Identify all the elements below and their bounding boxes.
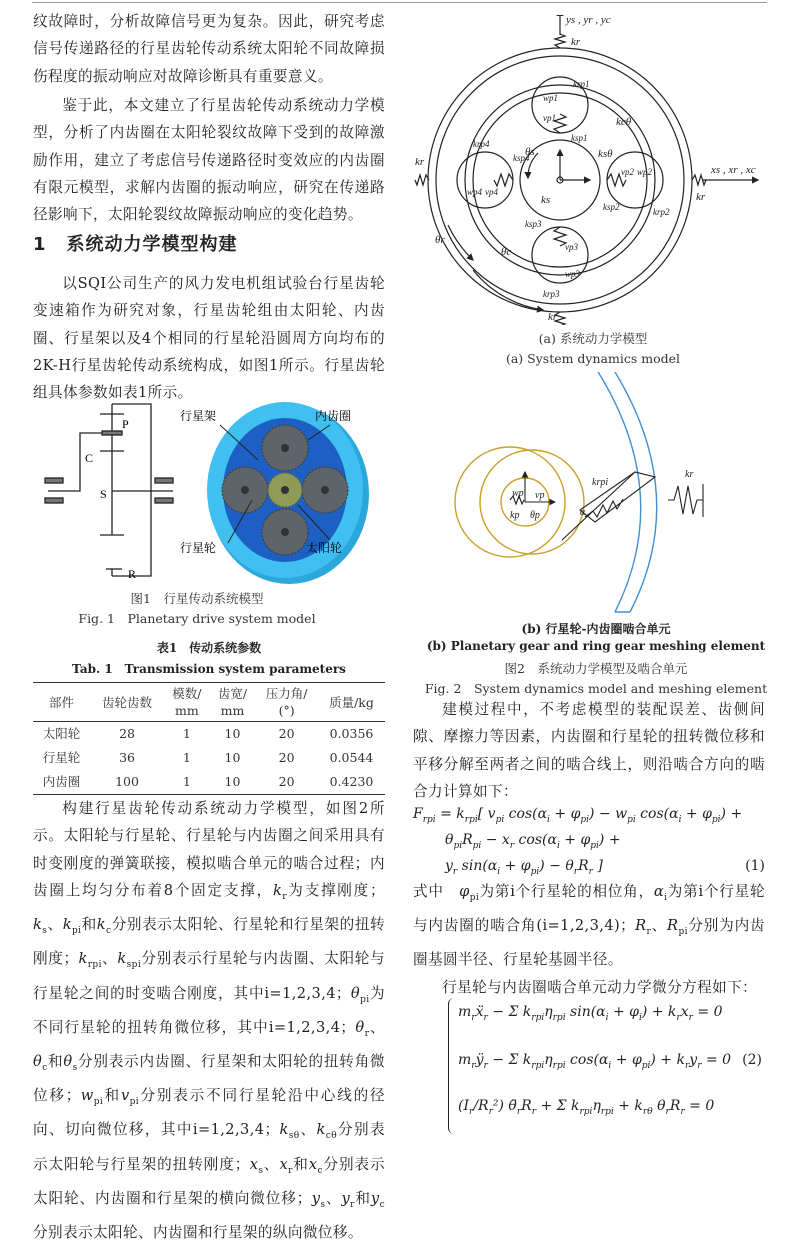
table-cell: 1 [182, 726, 191, 741]
page-header-rule [32, 2, 767, 3]
header-cell: 模数/ mm [164, 683, 210, 722]
label-carrier: 行星架 [180, 409, 217, 423]
mesh-spring [585, 499, 623, 517]
schematic-diagram [45, 404, 173, 576]
paragraph-assumption: 建模过程中，不考虑模型的装配误差、齿侧间隙、摩擦力等因素，内齿圈和行星轮的扭转微位移和平移分解至两者之间的啮合线上，则沿啮合方向的啮合力计算如下： [413, 701, 765, 800]
system-dynamics-diagram [413, 15, 773, 325]
paragraph-purpose: 鉴于此，本文建立了行星齿轮传动系统动力学模型，分析了内齿圈在太阳轮裂纹故障下受到的故障激励作用，建立了考虑信号传递路径时变效应的内齿圈有限元模型，求解内齿圈的振动响应，研究在传递路径影响下，太阳轮裂纹故障振动响应的变化趋势。 [33, 97, 385, 224]
kr-left: kr [415, 156, 425, 168]
label-ring: 内齿圈 [315, 409, 352, 423]
support-spring-left [415, 175, 429, 185]
figure-2a-caption-cn: (a) 系统动力学模型 [538, 331, 648, 346]
table-cell: 100 [90, 770, 164, 795]
wp4-label: wp4 [467, 187, 483, 197]
ks-label: ks [541, 194, 551, 206]
k-c-theta-label: kcθ [616, 116, 632, 128]
support-spring [668, 484, 703, 517]
equation-2-line-1: $m_rẍ_r - \Sigma$ $k_{rpi}\eta_{rpi}$ $\sin(\alpha_i + \varphi_i) + k_rx_r = 0$ [458, 1004, 723, 1023]
theta-r-label: θr [435, 234, 445, 246]
section-number: 1 [33, 234, 47, 255]
alpha-label: α [580, 507, 586, 518]
parameter-table [33, 682, 385, 795]
gearbox-render [207, 402, 369, 584]
table-cell: 10 [210, 770, 256, 795]
paragraph-setup: 以SQI公司生产的风力发电机组试验台行星齿轮变速箱作为研究对象，行星齿轮组由太阳轮、内齿圈、行星架以及4个相同的行星轮沿圆周方向均布的2K-H行星齿轮传动系统构成，如图1所示。行星齿轮组具体参数如表1所示。 [33, 275, 385, 402]
theta-s-label: θs [525, 146, 535, 158]
table-cell: 28 [119, 726, 135, 741]
header-cell: 齿宽/ mm [210, 683, 256, 722]
label-R: R [128, 567, 137, 581]
wp2-label: wp2 [637, 167, 653, 177]
equation-2-number: (2) [742, 1052, 762, 1068]
vp2-label: vp2 [621, 167, 634, 177]
paragraph-where: 式中 $\varphi_{pi}$为第i个行星轮的相位角，$\alpha_i$为第i个行星轮与内齿圈的啮合角(i=1,2,3,4)；$R_r$、$R_{pi}$分别为内齿圈基圆半径、行星轮基圆半径。 [413, 883, 766, 969]
header-cell: 压力角/ (°) [255, 683, 318, 722]
model-block [33, 795, 385, 1246]
table-cell: 20 [278, 726, 295, 741]
carrier-bearing [102, 431, 122, 435]
mesh-spring-sun-p4 [494, 174, 513, 186]
section-title: 系统动力学模型构建 [66, 234, 238, 255]
figure-2-caption-cn: 图2 系统动力学模型及啮合单元 [504, 661, 688, 676]
table-cell: 0.4230 [318, 770, 385, 795]
figure-2-caption-en: Fig. 2 System dynamics model and meshing element [424, 681, 768, 696]
vp3-label: vp3 [565, 242, 578, 252]
table-cell: 太阳轮 [42, 726, 81, 741]
vp1-label: vp1 [543, 113, 556, 123]
equation-1-number: (1) [745, 858, 765, 874]
ksp1-label: ksp1 [571, 133, 588, 143]
krp2-label: krp2 [653, 207, 670, 217]
paragraph-intro-end: 纹故障时，分析故障信号更为复杂。因此，研究考虑信号传递路径的行星齿轮传动系统太阳轮不同故障损伤程度的振动响应对故障诊断具有重要意义。 [33, 13, 385, 85]
table-1-title-en: Tab. 1 Transmission system parameters [72, 662, 346, 676]
k-s-theta-label: ksθ [598, 148, 613, 160]
equation-2-line-2: $m_rÿ_r - \Sigma$ $k_{rpi}\eta_{rpi}$ $\cos(\alpha_i + \varphi_{pi}) + k_ry_r = 0$ [458, 1052, 732, 1071]
theta-c-label: θc [501, 246, 512, 258]
assumption-block [413, 696, 765, 805]
label-planet: 行星轮 [180, 541, 217, 555]
table-cell: 10 [224, 750, 241, 765]
kr-bottom: kr [548, 311, 558, 323]
vp-label: vp [535, 490, 545, 501]
header-cell: 部件 [33, 683, 90, 722]
paragraph-differential: 行星轮与内齿圈啮合单元动力学微分方程如下： [442, 978, 758, 996]
equation-2 [440, 990, 770, 1140]
figure-2a-caption-en: (a) System dynamics model [505, 351, 681, 366]
equation-1-line-1: $F_{rpi} = k_{rpi}$[ $v_{pi}$ $\cos(\alpha_i + \varphi_{pi}) - w_{pi}$ $\cos(\alpha_i + \varphi_{pi})$ + [413, 806, 743, 825]
label-S: S [100, 487, 107, 501]
header-cell: 齿轮齿数 [90, 683, 164, 722]
where-block [413, 878, 765, 1001]
theta-c-arrow [473, 270, 543, 310]
table-cell: 0.0544 [329, 750, 374, 765]
wp1-label: wp1 [543, 93, 559, 103]
table-row [33, 746, 385, 770]
label-sun: 太阳轮 [306, 541, 343, 555]
ksp4-label: ksp4 [513, 153, 530, 163]
table-cell: 1 [164, 770, 210, 795]
table-row [33, 722, 385, 747]
x-axis-label: xs , xr , xc [711, 164, 756, 176]
krp1-label: krp1 [573, 79, 590, 89]
vp4-label: vp4 [485, 187, 498, 197]
table-1-title-cn: 表1 传动系统参数 [156, 641, 262, 655]
krpi-label: krpi [592, 477, 609, 488]
support-spring-top [555, 34, 565, 48]
theta-p-label: θp [530, 510, 540, 521]
kr-right: kr [696, 191, 706, 203]
figure-1-drawing [40, 400, 370, 585]
kr-label: kr [685, 469, 694, 480]
equation-2-line-3: $(I_r/R_r^2)$ $\thetä_rR_r + \Sigma$ $k_{rpi}\eta_{rpi} + k_{r\theta}$ $\theta_rR_r = 0$ [458, 1098, 715, 1117]
table-cell: 36 [119, 750, 135, 765]
figure-1-caption-en: Fig. 1 Planetary drive system model [78, 611, 316, 626]
table-cell: 行星轮 [42, 750, 81, 765]
kr-top: kr [571, 36, 581, 48]
label-C: C [85, 451, 94, 465]
ksp3-label: ksp3 [525, 219, 542, 229]
header-cell: 质量/kg [318, 683, 385, 722]
equation-1-line-2: $\theta_{pi}R_{pi} - x_r$ $\cos(\alpha_i + \varphi_{pi})$ + [445, 832, 621, 851]
label-P: P [122, 417, 129, 431]
y-axis-label: ys , yr , yc [566, 15, 611, 26]
table-cell: 0.0356 [329, 726, 374, 741]
section-heading [33, 230, 238, 256]
wp-label: wp [512, 488, 524, 499]
kp-label: kp [510, 510, 520, 521]
table-header-row [33, 683, 385, 722]
meshing-element-diagram [420, 372, 780, 617]
wp3-label: wp3 [565, 269, 581, 279]
krp3-label: krp3 [543, 289, 560, 299]
table-cell: 10 [224, 726, 241, 741]
ksp2-label: ksp2 [603, 202, 620, 212]
figure-2b-caption-en: (b) Planetary gear and ring gear meshing element [426, 639, 766, 653]
table-1 [33, 640, 385, 795]
table-cell: 内齿圈 [33, 770, 90, 795]
table-row [33, 770, 385, 795]
paragraph-model: 构建行星齿轮传动系统动力学模型，如图2所示。太阳轮与行星轮、行星轮与内齿圈之间采用具有时变刚度的弹簧联接，模拟啮合单元的啮合过程；内齿圈上均匀分布着8个固定支撑，$k_r$为支撑刚度；$k_s$、$k_{pi}$和$k_c$分别表示太阳轮、行星轮和行星架的扭转刚度；$k_{rpi}$、$k_{spi}$分别表示行星轮与内齿圈、太阳轮与行星轮之间的时变啮合刚度，其中i=1,2,3,4；$\theta_{pi}$为不同行星轮的扭转角微位移，其中i=1,2,3,4；$\theta_r$、$\theta_c$和$\theta_s$分别表示内齿圈、行星架和太阳轮的扭转角微位移；$w_{pi}$和$v_{pi}$分别表示不同行星轮沿中心线的径向、切向微位移，其中i=1,2,3,4；$k_{s\theta}$、$k_{c\theta}$分别表示太阳轮与行星架的扭转刚度；$x_s$、$x_r$和$x_c$分别表示太阳轮、内齿圈和行星架的横向微位移；$y_s$、$y_r$和$y_c$分别表示太阳轮、内齿圈和行星架的纵向微位移。 [33, 800, 386, 1241]
figure-1 [40, 400, 370, 640]
equation-1 [413, 800, 765, 880]
equation-2-brace [448, 998, 457, 1134]
figure-1-caption-cn: 图1 行星传动系统模型 [130, 591, 264, 606]
figure-2a [413, 15, 773, 366]
figure-2b-caption-cn: (b) 行星轮-内齿圈啮合单元 [521, 622, 671, 636]
figure-2b [420, 372, 780, 696]
table-cell: 20 [255, 770, 318, 795]
equation-1-line-3: $y_r$ $\sin(\alpha_i + \varphi_{pi}) - \theta_rR_r$ ] [445, 858, 603, 877]
table-cell: 20 [278, 750, 295, 765]
table-cell: 1 [182, 750, 191, 765]
krp4-label: krp4 [473, 139, 490, 149]
setup-block [33, 270, 385, 406]
